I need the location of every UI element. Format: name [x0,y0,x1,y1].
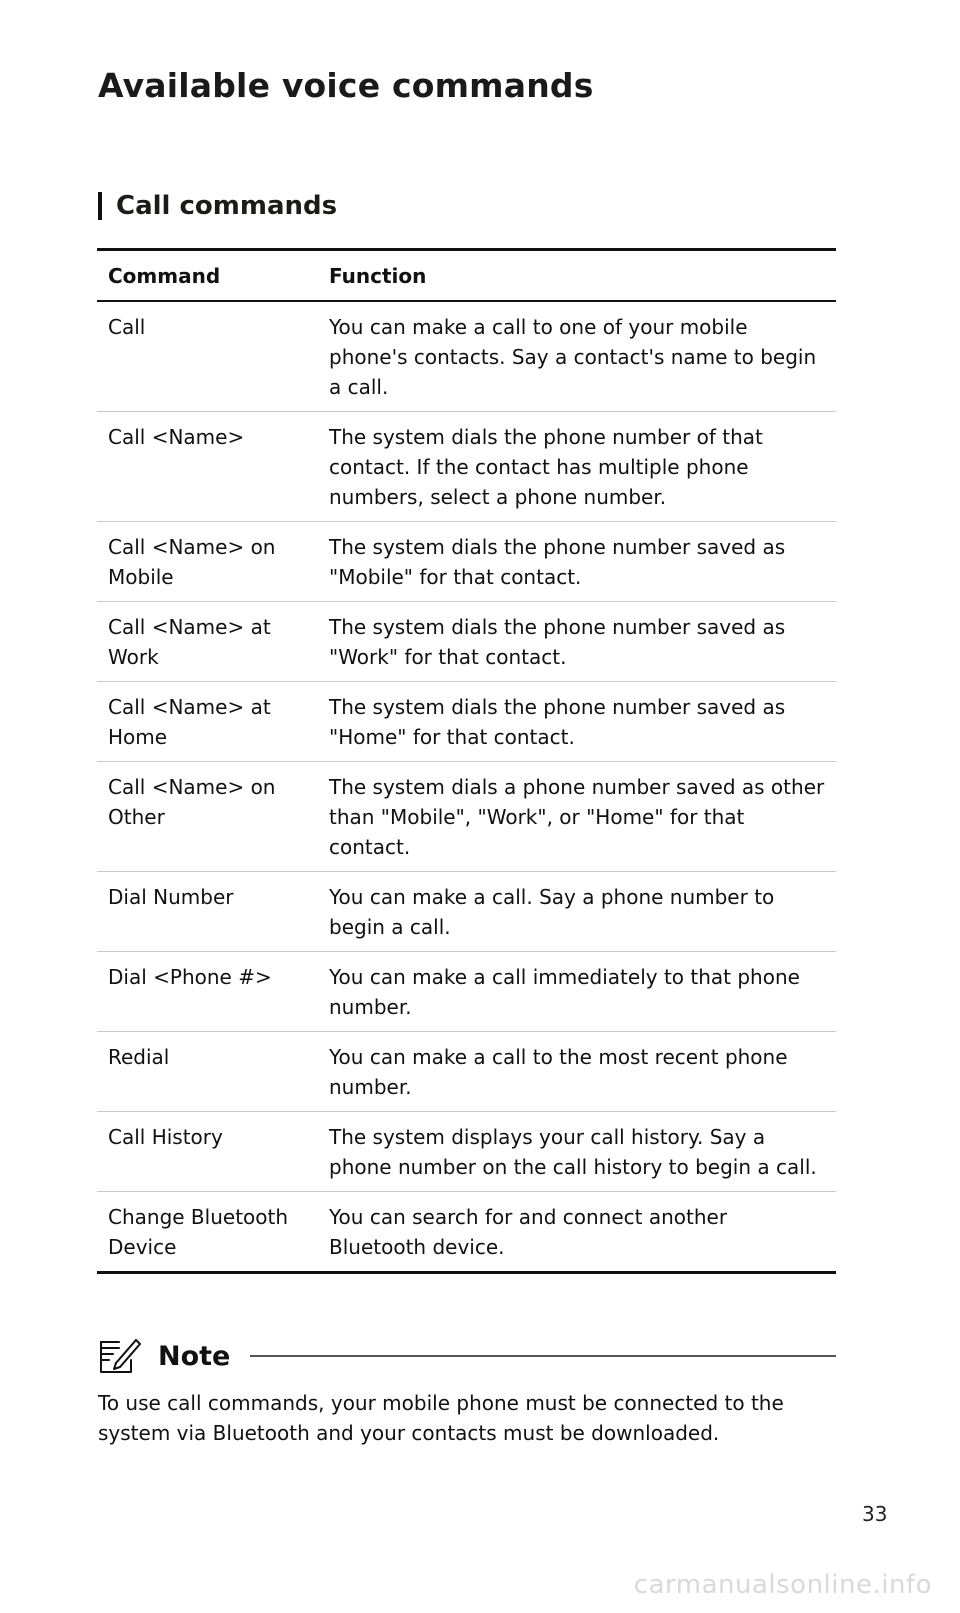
function-cell: You can make a call to one of your mobile phone's contacts. Say a contact's name to begin a call. [318,301,836,412]
table-row [97,301,836,412]
command-cell: Dial Number [97,872,318,952]
table-row [97,682,836,762]
command-cell: Dial <Phone #> [97,952,318,1032]
note-pencil-icon [98,1336,142,1376]
function-cell: The system displays your call history. Say a phone number on the call history to begin a call. [318,1112,836,1192]
function-cell: The system dials the phone number saved as "Home" for that contact. [318,682,836,762]
section-title: Call commands [116,191,338,221]
command-cell: Call History [97,1112,318,1192]
command-cell: Call <Name> [97,412,318,522]
table-row [97,1112,836,1192]
function-cell: The system dials the phone number saved as "Work" for that contact. [318,602,836,682]
section-bar [98,192,102,220]
function-cell: The system dials the phone number saved as "Mobile" for that contact. [318,522,836,602]
table-row [97,762,836,872]
note-label: Note [158,1340,231,1372]
call-commands-table [97,248,836,1274]
note-divider [250,1355,836,1357]
note-text: To use call commands, your mobile phone must be connected to the system via Bluetooth and your contacts must be downloaded. [98,1391,784,1445]
table-row [97,522,836,602]
function-cell: The system dials a phone number saved as other than "Mobile", "Work", or "Home" for that contact. [318,762,836,872]
command-cell: Call [97,301,318,412]
watermark: carmanualsonline.info [633,1570,932,1600]
section-heading [98,188,337,224]
table-header-row [97,250,836,302]
table-row [97,1032,836,1112]
header-command: Command [97,250,318,302]
table-row [97,602,836,682]
table-row [97,952,836,1032]
table-row [97,872,836,952]
table-row [97,1192,836,1273]
command-cell: Call <Name> on Mobile [97,522,318,602]
header-function: Function [318,250,836,302]
note-header [98,1334,836,1378]
page-number: 33 [862,1502,888,1526]
function-cell: You can search for and connect another Bluetooth device. [329,1205,728,1259]
function-cell: You can make a call. Say a phone number to begin a call. [318,872,836,952]
command-cell: Call <Name> at Home [97,682,318,762]
function-cell: You can make a call to the most recent phone number. [318,1032,836,1112]
command-cell: Call <Name> at Work [97,602,318,682]
function-cell: You can make a call immediately to that phone number. [318,952,836,1032]
command-cell: Change Bluetooth Device [108,1205,289,1259]
command-cell: Redial [97,1032,318,1112]
command-cell: Call <Name> on Other [97,762,318,872]
table-row [97,412,836,522]
function-cell: The system dials the phone number of that contact. If the contact has multiple phone numbers, select a phone number. [318,412,836,522]
page-title: Available voice commands [98,66,594,105]
